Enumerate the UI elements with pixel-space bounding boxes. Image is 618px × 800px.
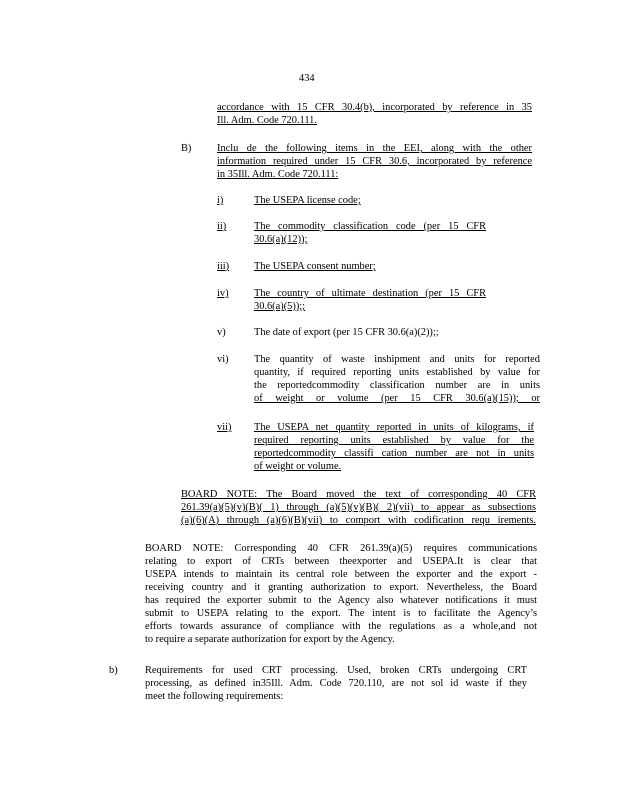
- board-note-line: has required the exporter submit to the Agency also whatever notifications it must: [145, 595, 537, 606]
- board-note-line: efforts towards assurance of compliance with the regulations as a whole,and not: [145, 621, 537, 632]
- sub-item-line: The commodity classification code (per 15 CFR: [254, 221, 486, 232]
- item-b-text: [145, 664, 527, 703]
- sub-item-label: iii): [217, 261, 230, 272]
- item-b-line: Requirements for used CRT processing. Used, broken CRTs undergoing CRT: [145, 665, 527, 676]
- sub-item-text: [254, 421, 534, 473]
- board-note-corresponding: [145, 542, 537, 646]
- item-B-line: in 35Ill. Adm. Code 720.111:: [217, 169, 339, 180]
- sub-item-line: quantity, if required reporting units established by value for: [254, 367, 540, 378]
- item-b-line: processing, as defined in35Ill. Adm. Code 720.110, are not sol id waste if they: [145, 678, 527, 689]
- sub-item-line: The quantity of waste inshipment and units for reported: [254, 354, 540, 365]
- sub-item-line: The USEPA consent number;: [254, 261, 376, 272]
- sub-item-label: ii): [217, 221, 227, 232]
- board-note-line: (a)(6)(A) through (a)(6)(B)(vii) to comport with codification requ irements.: [181, 515, 536, 526]
- sub-item-text: [254, 220, 486, 246]
- sub-item-label: i): [217, 195, 224, 206]
- item-b-line: meet the following requirements:: [145, 691, 284, 702]
- sub-item-line: The date of export (per 15 CFR 30.6(a)(2));;: [254, 327, 439, 338]
- sub-item-line: The USEPA net quantity reported in units of kilograms, if: [254, 422, 534, 433]
- sub-item-text: [254, 326, 439, 339]
- sub-item-text: [254, 353, 540, 405]
- continuation-line: accordance with 15 CFR 30.4(b), incorporated by reference in 35: [217, 102, 532, 113]
- sub-item-line: The country of ultimate destination (per 15 CFR: [254, 288, 486, 299]
- page-number: 434: [299, 73, 315, 84]
- sub-item-label: iv): [217, 288, 229, 299]
- board-note-line: 261.39(a)(5)(v)(B)( 1) through (a)(5)(v)(B)( 2)(vii) to appear as subsections: [181, 502, 536, 513]
- sub-item-label: v): [217, 327, 226, 338]
- sub-item-line: required reporting units established by value for the: [254, 435, 534, 446]
- sub-item-line: of weight or volume.: [254, 461, 342, 472]
- sub-item-text: [254, 260, 376, 273]
- sub-item-line: reportedcommodity classifi cation number are not in units: [254, 448, 534, 459]
- item-B-line: Inclu de the following items in the EEI, along with the other: [217, 143, 532, 154]
- sub-item-text: [254, 287, 486, 313]
- board-note-line: to require a separate authorization for export by the Agency.: [145, 634, 395, 645]
- board-note-line: BOARD NOTE: The Board moved the text of corresponding 40 CFR: [181, 489, 536, 500]
- item-b-label: b): [109, 665, 118, 676]
- sub-item-label: vii): [217, 422, 232, 433]
- item-B-line: information required under 15 CFR 30.6, incorporated by reference: [217, 156, 532, 167]
- sub-item-label: vi): [217, 354, 229, 365]
- sub-item-line: the reportedcommodity classification number are in units: [254, 380, 540, 391]
- item-B-label: B): [181, 143, 192, 154]
- continuation-line: Ill. Adm. Code 720.111.: [217, 115, 317, 126]
- sub-item-line: of weight or volume (per 15 CFR 30.6(a)(15)); or: [254, 393, 540, 404]
- sub-item-line: The USEPA license code;: [254, 195, 361, 206]
- sub-item-text: [254, 194, 361, 207]
- item-B-text: [217, 142, 532, 181]
- sub-item-line: 30.6(a)(5));;: [254, 301, 306, 312]
- board-note-line: receiving country and it granting authorization to export. Nevertheless, the Board: [145, 582, 537, 593]
- board-note-line: USEPA intends to maintain its central role between the exporter and the export -: [145, 569, 537, 580]
- board-note-line: relating to export of CRTs between theexporter and USEPA.It is clear that: [145, 556, 537, 567]
- board-note-line: BOARD NOTE: Corresponding 40 CFR 261.39(a)(5) requires communications: [145, 543, 537, 554]
- board-note-moved: [181, 488, 536, 527]
- board-note-line: submit to USEPA relating to the export. The intent is to facilitate the Agency’s: [145, 608, 537, 619]
- continuation-text: [217, 101, 532, 127]
- sub-item-line: 30.6(a)(12));: [254, 234, 308, 245]
